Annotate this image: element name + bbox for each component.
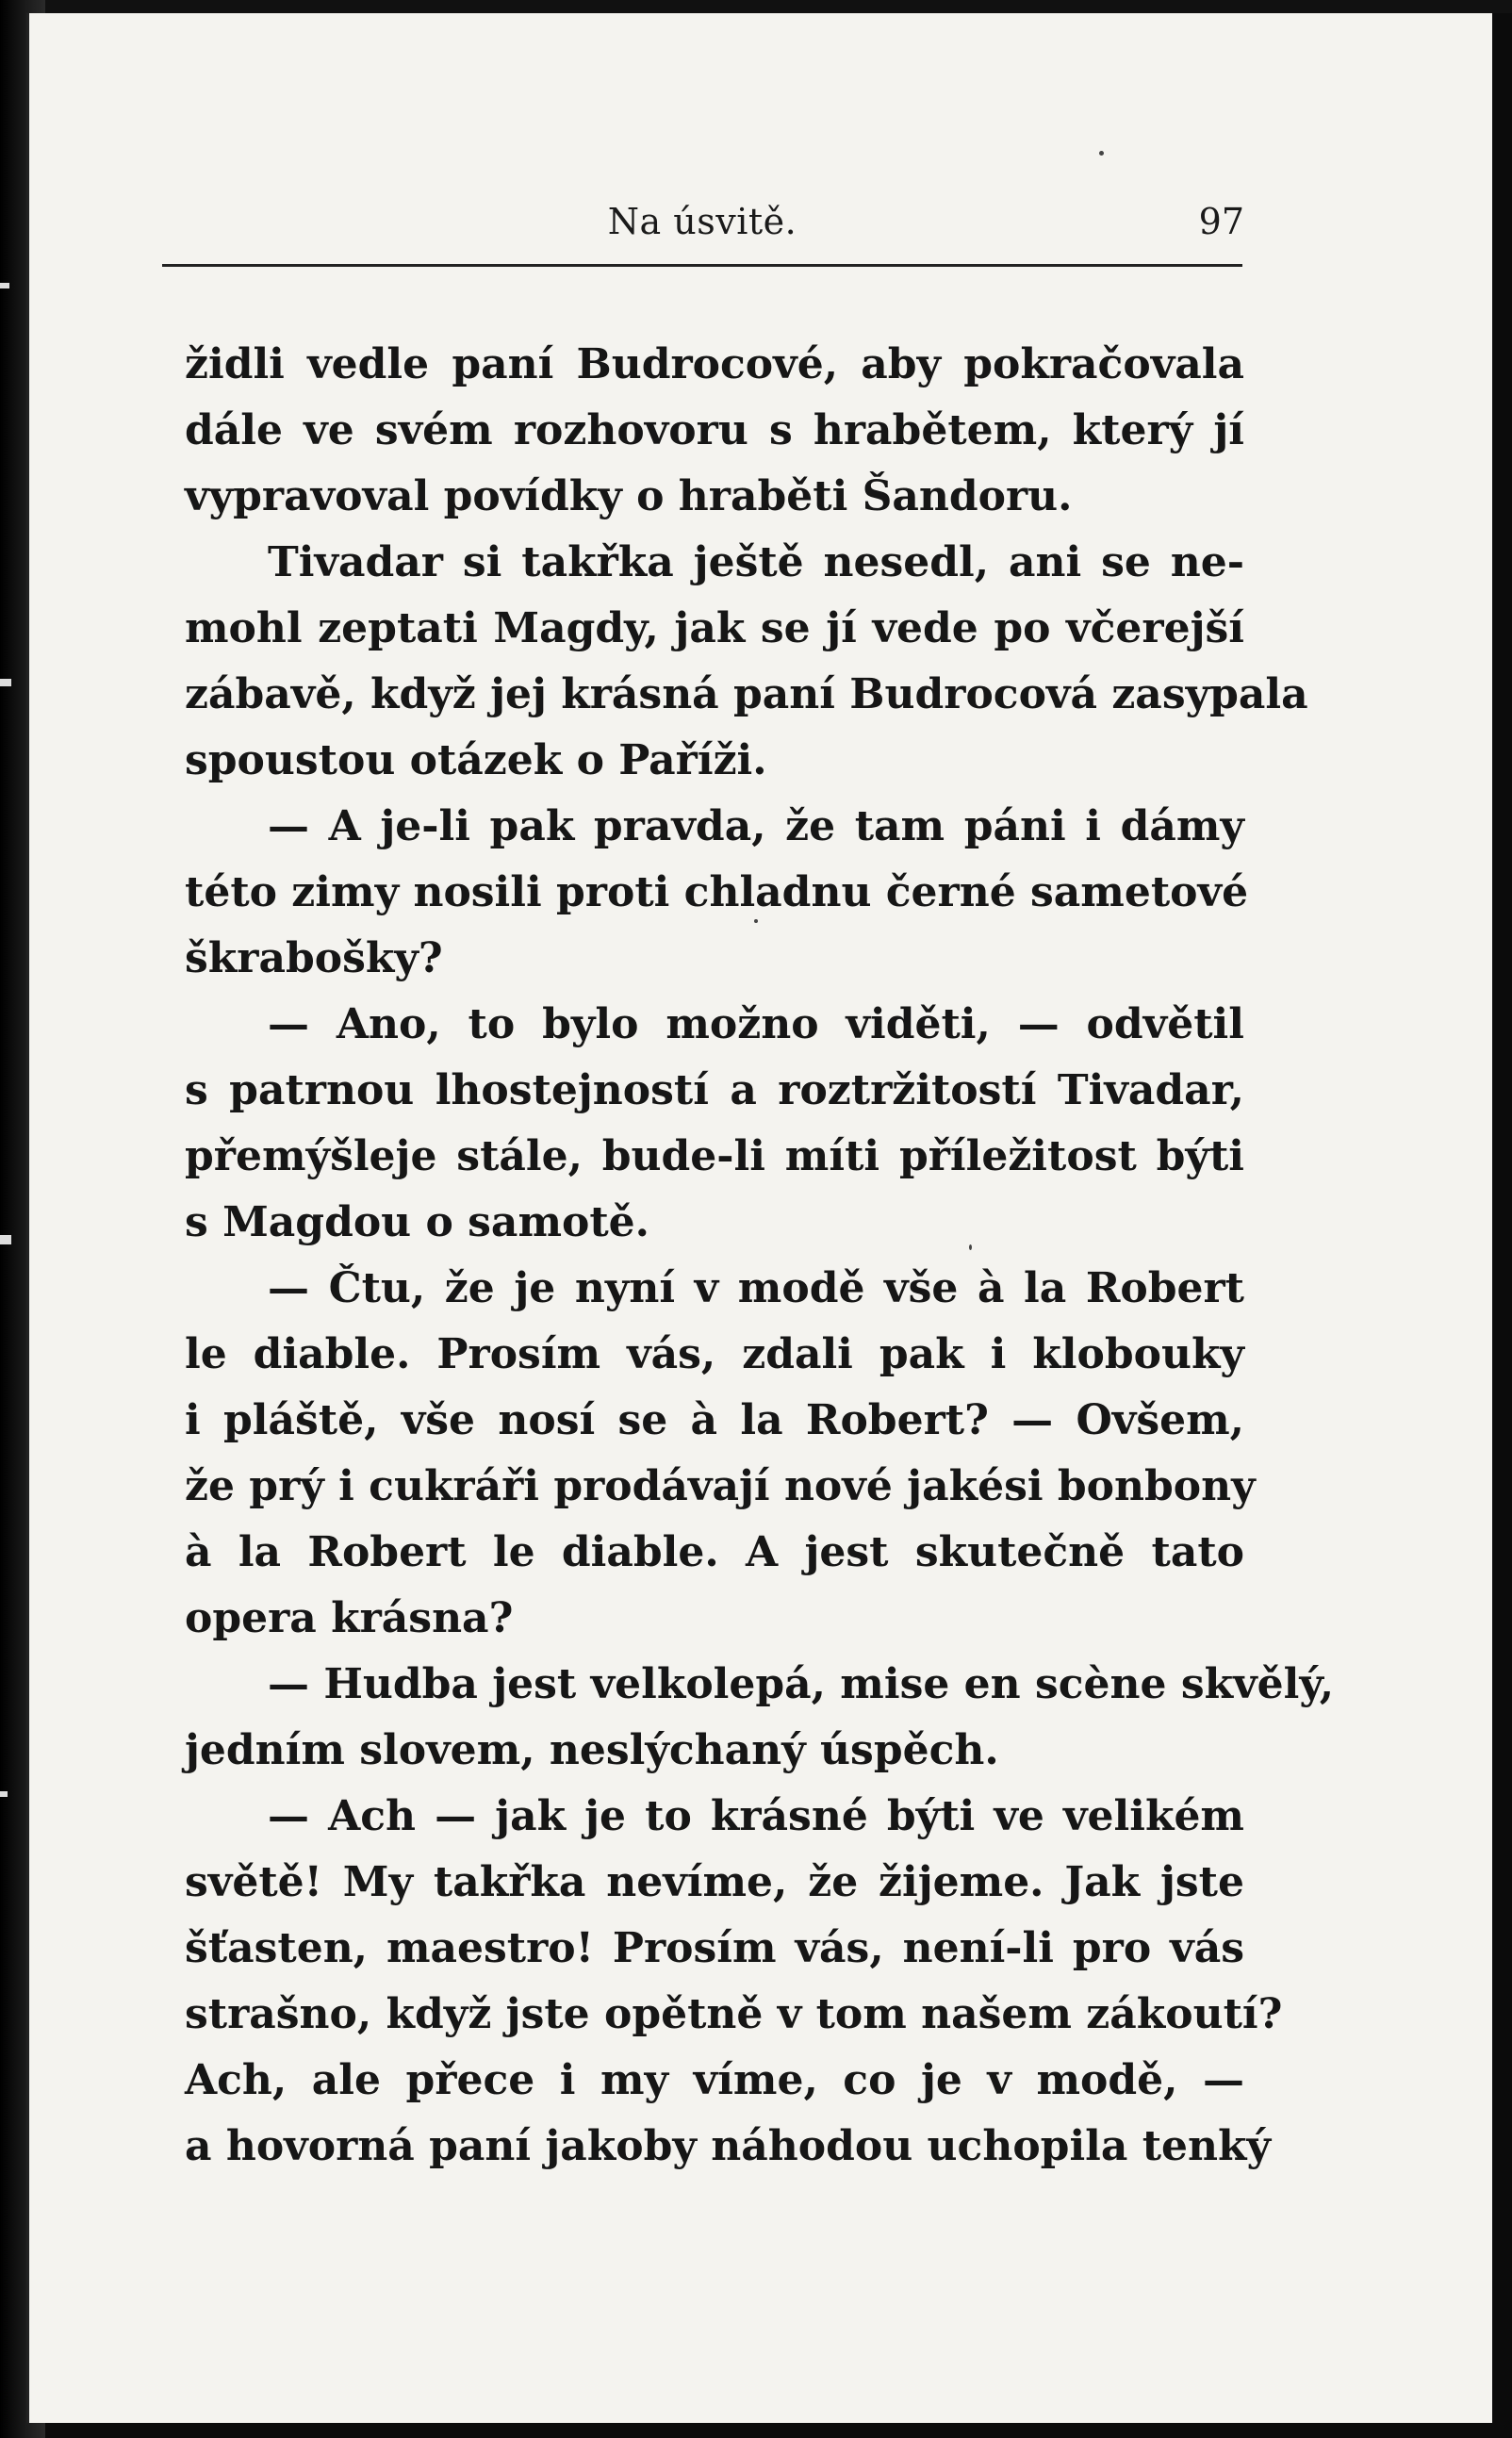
- text-line: s patrnou lhostejností a roztržitostí Tivadar,: [185, 1066, 1244, 1114]
- text-line: přemýšleje stále, bude-li míti příležitost býti: [185, 1132, 1244, 1180]
- header-rule: [162, 264, 1242, 267]
- scan-speck: [969, 1244, 972, 1250]
- text-line: vypravoval povídky o hraběti Šandoru.: [185, 472, 1073, 520]
- text-line: spoustou otázek o Paříži.: [185, 736, 767, 784]
- text-line: opera krásna?: [185, 1594, 514, 1642]
- text-line: s Magdou o samotě.: [185, 1198, 649, 1246]
- text-line: mohl zeptati Magdy, jak se jí vede po včerejší: [185, 604, 1244, 652]
- text-line: a hovorná paní jakoby náhodou uchopila tenký: [185, 2122, 1272, 2170]
- scan-speck: [1099, 151, 1104, 156]
- text-line: à la Robert le diable. A jest skutečně tato: [185, 1528, 1244, 1576]
- text-line: světě! My takřka nevíme, že žijeme. Jak jste: [185, 1858, 1244, 1906]
- text-line: této zimy nosili proti chladnu černé sametové: [185, 868, 1249, 916]
- edge-artifact: [0, 679, 11, 686]
- scan-top-edge: [0, 0, 1512, 13]
- text-line: jedním slovem, neslýchaný úspěch.: [185, 1726, 999, 1774]
- text-line: — Ach — jak je to krásné býti ve velikém: [268, 1792, 1244, 1840]
- text-line: — Hudba jest velkolepá, mise en scène skvělý,: [268, 1660, 1335, 1708]
- running-header: [160, 193, 1244, 250]
- body-text: [185, 332, 1335, 2180]
- text-line: Tivadar si takřka ještě nesedl, ani se ne-: [268, 538, 1244, 586]
- text-line: dále ve svém rozhovoru s hrabětem, který jí: [185, 406, 1244, 454]
- edge-artifact: [0, 1791, 8, 1797]
- text-line: škrabošky?: [185, 934, 443, 982]
- text-line: židli vedle paní Budrocové, aby pokračovala: [185, 340, 1244, 388]
- text-line: — A je-li pak pravda, že tam páni i dámy: [268, 802, 1244, 850]
- text-line: — Čtu, že je nyní v modě vše à la Robert: [268, 1264, 1244, 1312]
- text-line: šťasten, maestro! Prosím vás, není-li pro vás: [185, 1924, 1244, 1972]
- running-title: Na úsvitě.: [607, 201, 797, 242]
- text-line: že prý i cukráři prodávají nové jakési bonbony: [185, 1462, 1256, 1510]
- scan-speck: [754, 919, 758, 923]
- text-line: strašno, když jste opětně v tom našem zákoutí?: [185, 1990, 1283, 2038]
- text-line: — Ano, to bylo možno viděti, — odvětil: [268, 1000, 1244, 1048]
- text-line: zábavě, když jej krásná paní Budrocová zasypala: [185, 670, 1308, 718]
- text-line: Ach, ale přece i my víme, co je v modě, —: [185, 2056, 1244, 2104]
- text-line: le diable. Prosím vás, zdali pak i klobouky: [185, 1330, 1244, 1378]
- text-line: i pláště, vše nosí se à la Robert? — Ovšem,: [185, 1396, 1244, 1444]
- edge-artifact: [0, 1235, 11, 1244]
- page-number: 97: [1198, 201, 1244, 242]
- edge-artifact: [0, 283, 9, 288]
